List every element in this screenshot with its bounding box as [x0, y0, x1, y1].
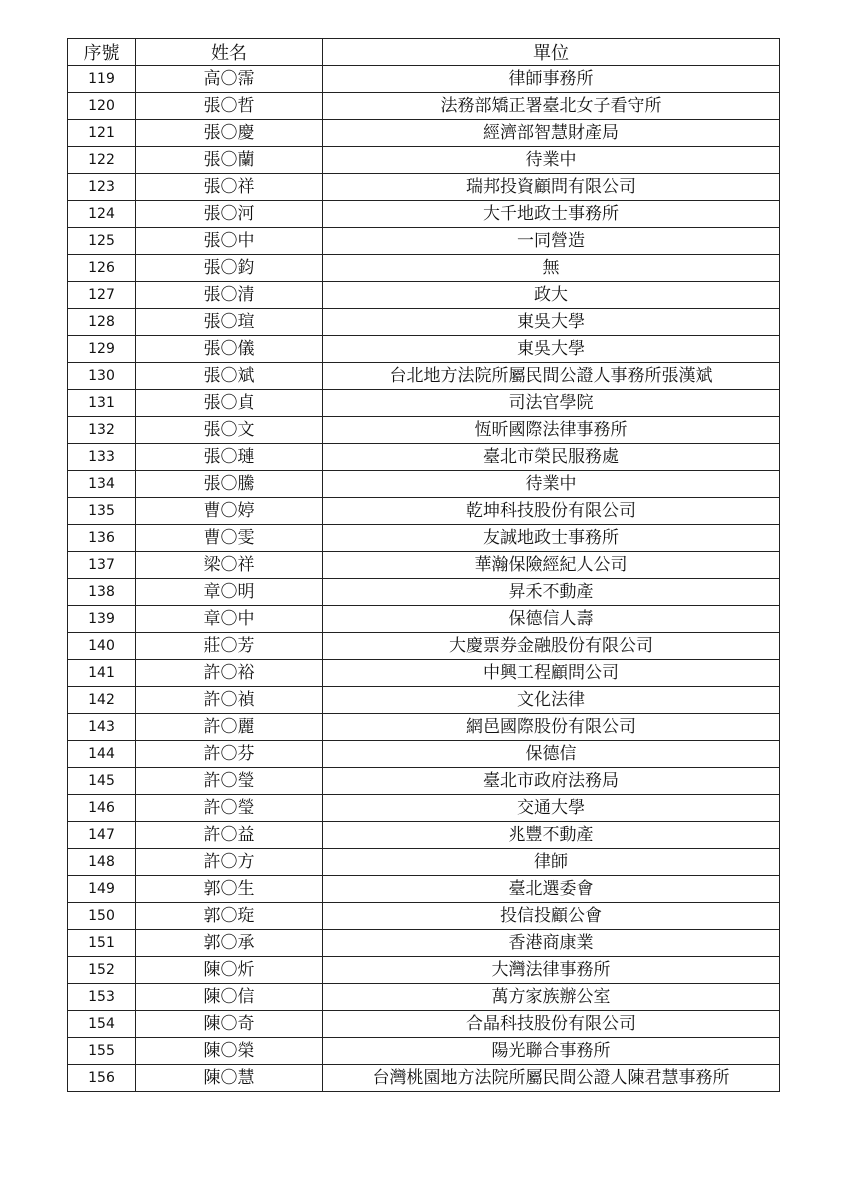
table-row [68, 606, 780, 633]
row-unit: 待業中 [323, 471, 780, 498]
row-name: 張〇斌 [136, 363, 323, 390]
table-row [68, 984, 780, 1011]
table-row [68, 768, 780, 795]
row-unit: 交通大學 [323, 795, 780, 822]
row-name: 張〇騰 [136, 471, 323, 498]
row-unit: 昇禾不動產 [323, 579, 780, 606]
row-number: 156 [68, 1065, 136, 1092]
table-row [68, 741, 780, 768]
table-row [68, 147, 780, 174]
row-number: 145 [68, 768, 136, 795]
row-unit: 法務部矯正署臺北女子看守所 [323, 93, 780, 120]
row-number: 119 [68, 66, 136, 93]
row-unit: 中興工程顧問公司 [323, 660, 780, 687]
row-name: 陳〇奇 [136, 1011, 323, 1038]
roster-body [68, 66, 780, 1092]
row-unit: 司法官學院 [323, 390, 780, 417]
table-row [68, 471, 780, 498]
row-unit: 臺北選委會 [323, 876, 780, 903]
row-name: 張〇慶 [136, 120, 323, 147]
row-unit: 香港商康業 [323, 930, 780, 957]
row-name: 曹〇雯 [136, 525, 323, 552]
row-name: 張〇中 [136, 228, 323, 255]
table-row [68, 228, 780, 255]
table-row [68, 1038, 780, 1065]
table-row [68, 552, 780, 579]
row-unit: 臺北市政府法務局 [323, 768, 780, 795]
row-unit: 網邑國際股份有限公司 [323, 714, 780, 741]
row-unit: 律師事務所 [323, 66, 780, 93]
row-number: 125 [68, 228, 136, 255]
row-name: 許〇芬 [136, 741, 323, 768]
table-row [68, 444, 780, 471]
row-name: 張〇河 [136, 201, 323, 228]
row-unit: 合晶科技股份有限公司 [323, 1011, 780, 1038]
roster-table [67, 38, 780, 1092]
row-number: 149 [68, 876, 136, 903]
row-number: 129 [68, 336, 136, 363]
table-row [68, 660, 780, 687]
row-name: 張〇祥 [136, 174, 323, 201]
row-name: 張〇儀 [136, 336, 323, 363]
row-number: 150 [68, 903, 136, 930]
header-name: 姓名 [136, 39, 323, 66]
row-name: 張〇璉 [136, 444, 323, 471]
row-name: 梁〇祥 [136, 552, 323, 579]
row-name: 張〇哲 [136, 93, 323, 120]
table-row [68, 174, 780, 201]
table-row [68, 525, 780, 552]
row-name: 許〇麗 [136, 714, 323, 741]
header-unit: 單位 [323, 39, 780, 66]
row-unit: 陽光聯合事務所 [323, 1038, 780, 1065]
table-row [68, 282, 780, 309]
row-number: 121 [68, 120, 136, 147]
row-number: 143 [68, 714, 136, 741]
row-name: 張〇蘭 [136, 147, 323, 174]
table-row [68, 93, 780, 120]
row-number: 140 [68, 633, 136, 660]
row-name: 張〇瑄 [136, 309, 323, 336]
row-unit: 保德信 [323, 741, 780, 768]
row-number: 130 [68, 363, 136, 390]
row-unit: 恆昕國際法律事務所 [323, 417, 780, 444]
row-name: 陳〇慧 [136, 1065, 323, 1092]
row-unit: 台灣桃園地方法院所屬民間公證人陳君慧事務所 [323, 1065, 780, 1092]
row-number: 141 [68, 660, 136, 687]
row-unit: 乾坤科技股份有限公司 [323, 498, 780, 525]
table-row [68, 876, 780, 903]
table-row [68, 633, 780, 660]
row-unit: 投信投顧公會 [323, 903, 780, 930]
row-name: 章〇中 [136, 606, 323, 633]
row-number: 126 [68, 255, 136, 282]
table-row [68, 309, 780, 336]
table-row [68, 390, 780, 417]
header-number: 序號 [68, 39, 136, 66]
row-name: 郭〇承 [136, 930, 323, 957]
row-unit: 保德信人壽 [323, 606, 780, 633]
table-row [68, 822, 780, 849]
table-row [68, 120, 780, 147]
row-unit: 一同營造 [323, 228, 780, 255]
row-number: 128 [68, 309, 136, 336]
row-number: 132 [68, 417, 136, 444]
row-number: 122 [68, 147, 136, 174]
row-name: 莊〇芳 [136, 633, 323, 660]
row-unit: 臺北市榮民服務處 [323, 444, 780, 471]
row-unit: 台北地方法院所屬民間公證人事務所張漢斌 [323, 363, 780, 390]
row-number: 146 [68, 795, 136, 822]
row-number: 148 [68, 849, 136, 876]
table-row [68, 903, 780, 930]
row-number: 138 [68, 579, 136, 606]
row-name: 陳〇榮 [136, 1038, 323, 1065]
table-row [68, 201, 780, 228]
row-unit: 文化法律 [323, 687, 780, 714]
row-number: 124 [68, 201, 136, 228]
row-unit: 大慶票券金融股份有限公司 [323, 633, 780, 660]
row-number: 142 [68, 687, 136, 714]
row-number: 144 [68, 741, 136, 768]
table-row [68, 795, 780, 822]
row-name: 高〇霈 [136, 66, 323, 93]
row-number: 120 [68, 93, 136, 120]
table-row [68, 1011, 780, 1038]
row-name: 許〇方 [136, 849, 323, 876]
header-row [68, 39, 780, 66]
row-number: 137 [68, 552, 136, 579]
table-row [68, 930, 780, 957]
row-unit: 東吳大學 [323, 336, 780, 363]
table-row [68, 498, 780, 525]
row-unit: 東吳大學 [323, 309, 780, 336]
row-name: 張〇鈞 [136, 255, 323, 282]
row-number: 134 [68, 471, 136, 498]
row-unit: 大灣法律事務所 [323, 957, 780, 984]
row-number: 155 [68, 1038, 136, 1065]
table-row [68, 66, 780, 93]
row-number: 133 [68, 444, 136, 471]
row-unit: 大千地政士事務所 [323, 201, 780, 228]
row-number: 151 [68, 930, 136, 957]
row-name: 郭〇生 [136, 876, 323, 903]
table-row [68, 714, 780, 741]
row-unit: 待業中 [323, 147, 780, 174]
row-name: 許〇禎 [136, 687, 323, 714]
row-number: 123 [68, 174, 136, 201]
row-name: 許〇益 [136, 822, 323, 849]
row-number: 131 [68, 390, 136, 417]
row-name: 許〇瑩 [136, 795, 323, 822]
row-name: 張〇文 [136, 417, 323, 444]
table-row [68, 255, 780, 282]
row-name: 許〇瑩 [136, 768, 323, 795]
row-unit: 瑞邦投資顧問有限公司 [323, 174, 780, 201]
table-row [68, 417, 780, 444]
row-unit: 友誠地政士事務所 [323, 525, 780, 552]
row-name: 許〇裕 [136, 660, 323, 687]
row-unit: 華瀚保險經紀人公司 [323, 552, 780, 579]
row-unit: 兆豐不動產 [323, 822, 780, 849]
table-row [68, 849, 780, 876]
table-row [68, 363, 780, 390]
row-name: 張〇清 [136, 282, 323, 309]
row-number: 153 [68, 984, 136, 1011]
table-row [68, 957, 780, 984]
row-name: 曹〇婷 [136, 498, 323, 525]
row-number: 136 [68, 525, 136, 552]
row-name: 郭〇琁 [136, 903, 323, 930]
table-row [68, 1065, 780, 1092]
row-name: 章〇明 [136, 579, 323, 606]
row-number: 154 [68, 1011, 136, 1038]
row-number: 127 [68, 282, 136, 309]
row-unit: 無 [323, 255, 780, 282]
table-row [68, 336, 780, 363]
row-name: 張〇貞 [136, 390, 323, 417]
row-unit: 經濟部智慧財產局 [323, 120, 780, 147]
row-name: 陳〇信 [136, 984, 323, 1011]
row-unit: 政大 [323, 282, 780, 309]
row-number: 139 [68, 606, 136, 633]
table-row [68, 579, 780, 606]
row-number: 152 [68, 957, 136, 984]
row-name: 陳〇炘 [136, 957, 323, 984]
table-row [68, 687, 780, 714]
row-unit: 萬方家族辦公室 [323, 984, 780, 1011]
row-number: 135 [68, 498, 136, 525]
row-number: 147 [68, 822, 136, 849]
row-unit: 律師 [323, 849, 780, 876]
